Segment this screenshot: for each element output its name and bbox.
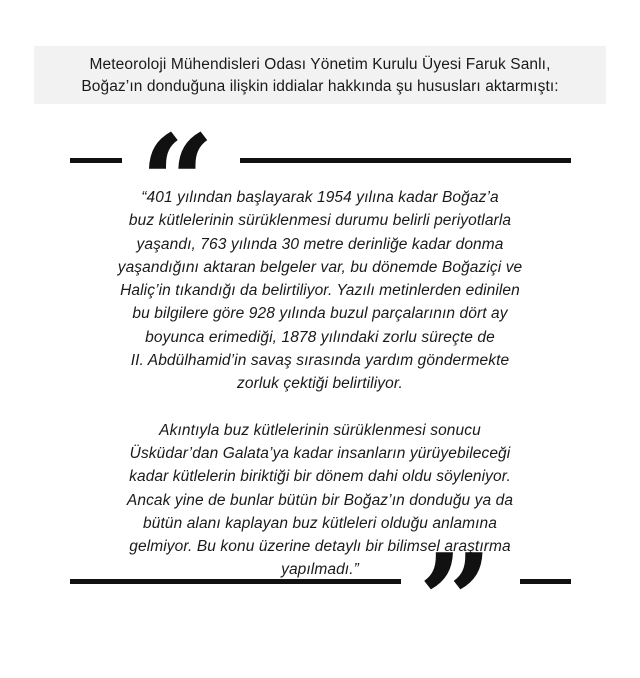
quote-line: yaşandı, 763 yılında 30 metre derinliğe kadar donma	[136, 235, 504, 253]
open-quote-icon: “	[140, 106, 209, 259]
quote-line: boyunca erimediği, 1878 yılındaki zorlu süreçte de	[145, 328, 495, 346]
top-right-divider	[240, 158, 571, 163]
intro-box	[34, 46, 606, 104]
quote-line: buz kütlelerinin sürüklenmesi durumu belirli periyotlarla	[128, 212, 512, 230]
quote-line: gelmiyor. Bu konu üzerine detaylı bir bilimsel araştırma	[129, 538, 511, 556]
paragraph-gap	[60, 396, 580, 419]
quote-line: kadar kütlelerin biriktiği bir dönem dahi oldu söyleniyor.	[129, 468, 511, 486]
intro-line-2: Boğaz’ın donduğuna ilişkin iddialar hakkında şu hususları aktarmıştı:	[81, 78, 559, 95]
quote-line: bütün alanı kaplayan buz kütleleri olduğu anlamına	[143, 514, 497, 532]
quote-line: II. Abdülhamid’in savaş sırasında yardım göndermekte	[130, 352, 510, 370]
quote-paragraph-1	[60, 186, 580, 396]
quote-line: bu bilgilere göre 928 yılında buzul parçalarının dört ay	[132, 305, 508, 323]
bottom-left-divider	[70, 579, 401, 584]
quote-line: Üsküdar’dan Galata’ya kadar insanların yürüyebileceği	[129, 444, 511, 462]
top-left-divider	[70, 158, 122, 163]
close-quote-icon: ”	[418, 525, 487, 678]
bottom-right-divider	[520, 579, 571, 584]
quote-line: Akıntıyla buz kütlelerinin sürüklenmesi sonucu	[159, 421, 481, 439]
quote-line: zorluk çektiği belirtiliyor.	[237, 375, 403, 393]
quote-line: “401 yılından başlayarak 1954 yılına kadar Boğaz’a	[141, 189, 499, 206]
quote-paragraph-2	[60, 419, 580, 582]
intro-line-1: Meteoroloji Mühendisleri Odası Yönetim Kurulu Üyesi Faruk Sanlı,	[89, 56, 551, 73]
quote-line: yaşandığını aktaran belgeler var, bu dönemde Boğaziçi ve	[117, 258, 523, 276]
quote-line: Haliç’in tıkandığı da belirtiliyor. Yazılı metinlerden edinilen	[120, 282, 520, 300]
quote-text	[60, 186, 580, 582]
quote-line: Ancak yine de bunlar bütün bir Boğaz’ın donduğu ya da	[126, 491, 514, 509]
quote-line: yapılmadı.”	[281, 561, 359, 579]
